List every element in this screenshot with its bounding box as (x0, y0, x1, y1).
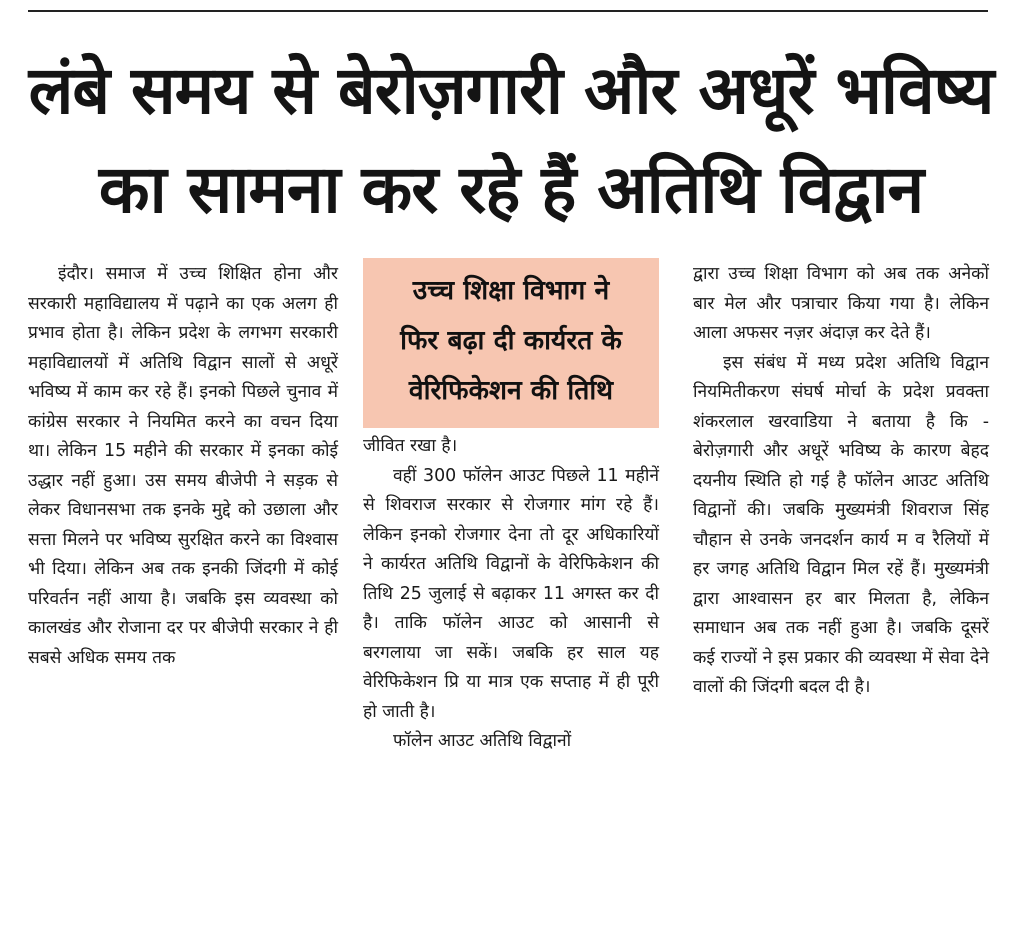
subheading-line-2: फिर बढ़ा दी कार्यरत के (400, 325, 622, 356)
subheading-line-1: उच्च शिक्षा विभाग ने (412, 275, 610, 306)
top-rule (28, 10, 988, 12)
headline (20, 40, 1002, 238)
paragraph: फॉलेन आउट अतिथि विद्वानों (393, 731, 572, 751)
article-column-middle (363, 432, 659, 757)
subheading-line-3: वेरिफिकेशन की तिथि (408, 375, 614, 406)
paragraph: जीवित रखा है। (363, 436, 458, 456)
paragraph: इस संबंध में मध्य प्रदेश अतिथि विद्वान नियमितीकरण संघर्ष मोर्चा के प्रदेश प्रवक्ता शंकरलाल खरवाडिया ने बताया है कि - बेरोज़गारी और अधूरें भविष्य के कारण बेहद दयनीय स्थिति हो गई है फॉलेन आउट अतिथि विद्वानों की। जबकि मुख्यमंत्री शिवराज सिंह चौहान से उनके जनदर्शन कार्य म व रैलियों में हर जगह अतिथि विद्वान मिल रहें हैं। मुख्यमंत्री द्वारा आश्वासन हर बार मिलता है, लेकिन समाधान अब तक नहीं हुआ है। जबकि दूसरें कई राज्यों ने इस प्रकार की व्यवस्था में सेवा देने वालों की जिंदगी बदल दी है। (693, 352, 989, 697)
article-column-right (693, 260, 989, 703)
paragraph: द्वारा उच्च शिक्षा विभाग को अब तक अनेकों बार मेल और पत्राचार किया गया है। लेकिन आला अफसर नज़र अंदाज़ कर देते हैं। (693, 264, 989, 343)
headline-line-2: का सामना कर रहे हैं अतिथि विद्वान (98, 151, 924, 228)
headline-line-1: लंबे समय से बेरोज़गारी और अधूरें भविष्य (28, 52, 994, 129)
article-column-left (28, 260, 338, 673)
subheading-box (363, 258, 659, 428)
paragraph: वहीं 300 फॉलेन आउट पिछले 11 महीनें से शिवराज सरकार से रोजगार मांग रहे हैं। लेकिन इनको रोजगार देना तो दूर अधिकारियों ने कार्यरत अतिथि विद्वानों के वेरिफिकेशन की तिथि 25 जुलाई से बढ़ाकर 11 अगस्त कर दी है। ताकि फॉलेन आउट को आसानी से बरगलाया जा सकें। जबकि हर साल यह वेरिफिकेशन प्रि या मात्र एक सप्ताह में ही पूरी हो जाती है। (363, 465, 659, 722)
paragraph: इंदौर। समाज में उच्च शिक्षित होना और सरकारी महाविद्यालय में पढ़ाने का एक अलग ही प्रभाव होता है। लेकिन प्रदेश के लगभग सरकारी महाविद्यालयों में अतिथि विद्वान सालों से अधूरें भविष्य में काम कर रहे हैं। इनको पिछले चुनाव में कांग्रेस सरकार ने नियमित करने का वचन दिया था। लेकिन 15 महीने की सरकार में इनका कोई उद्धार नहीं हुआ। उस समय बीजेपी ने सड़क से लेकर विधानसभा तक इनके मुद्दे को उछाला और सत्ता मिलने पर भविष्य सुरक्षित करने का विश्वास भी दिया। लेकिन अब तक इनकी जिंदगी में कोई परिवर्तन नहीं आया है। जबकि इस व्यवस्था को कालखंड और रोजाना दर पर बीजेपी सरकार ने ही सबसे अधिक समय तक (28, 264, 338, 668)
